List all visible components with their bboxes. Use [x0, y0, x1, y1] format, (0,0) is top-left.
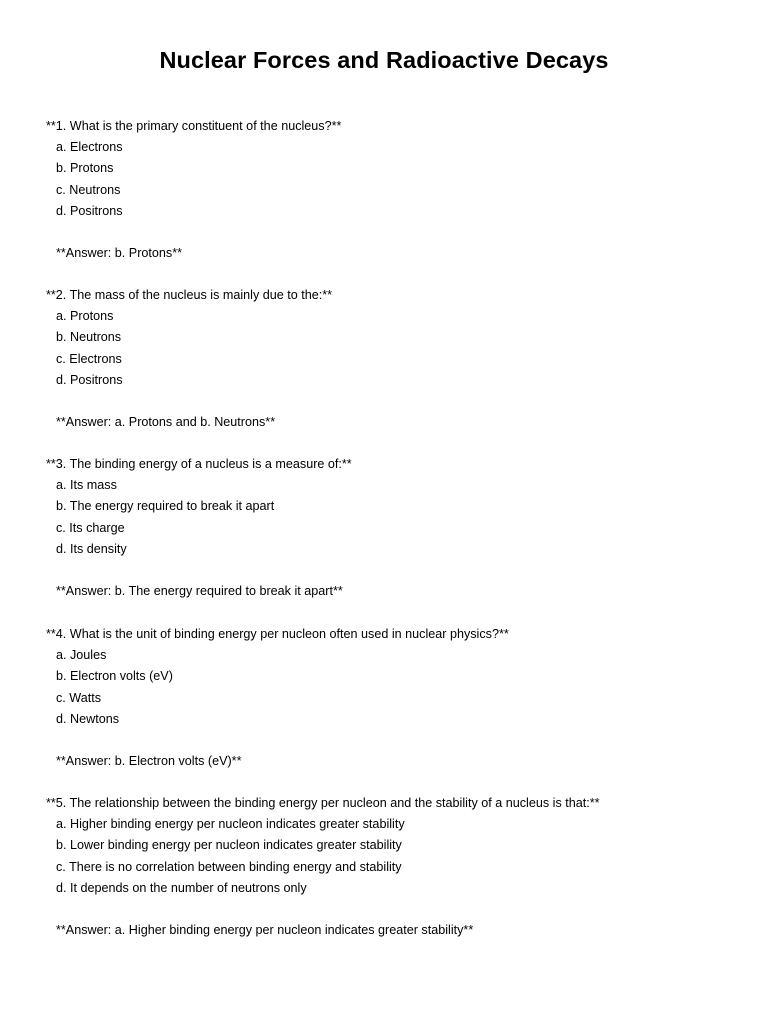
question-text: **5. The relationship between the binding energy per nucleon and the stability of a nucleus is that:** — [46, 796, 600, 810]
question-block-3 — [46, 454, 746, 602]
question-block-1 — [46, 116, 746, 264]
option-b: b. Neutrons — [56, 330, 122, 345]
option-b: b. Electron volts (eV) — [56, 669, 173, 684]
option-b: b. The energy required to break it apart — [56, 499, 275, 514]
question-text: **4. What is the unit of binding energy per nucleon often used in nuclear physics?** — [46, 627, 509, 641]
option-c: c. Watts — [56, 690, 102, 705]
option-a: a. Electrons — [56, 140, 123, 155]
option-a: a. Joules — [56, 648, 107, 663]
option-d: d. Its density — [56, 541, 127, 556]
option-list — [46, 137, 746, 222]
option-c: c. Electrons — [56, 351, 122, 366]
answer-text: **Answer: b. Protons** — [56, 246, 182, 261]
question-text: **3. The binding energy of a nucleus is a measure of:** — [46, 457, 352, 471]
option-d: d. Newtons — [56, 711, 119, 726]
option-list — [46, 475, 746, 560]
question-text: **1. What is the primary constituent of the nucleus?** — [46, 119, 342, 133]
option-a: a. Protons — [56, 309, 114, 324]
answer-text: **Answer: b. Electron volts (eV)** — [56, 754, 242, 769]
question-block-2 — [46, 285, 746, 433]
option-c: c. Neutrons — [56, 182, 121, 197]
option-c: c. There is no correlation between binding energy and stability — [56, 859, 402, 874]
question-text: **2. The mass of the nucleus is mainly due to the:** — [46, 288, 333, 302]
page-title: Nuclear Forces and Radioactive Decays — [159, 47, 609, 73]
option-b: b. Protons — [56, 161, 114, 176]
option-d: d. Positrons — [56, 203, 123, 218]
option-b: b. Lower binding energy per nucleon indicates greater stability — [56, 838, 402, 853]
answer-text: **Answer: a. Protons and b. Neutrons** — [56, 415, 276, 430]
answer-text: **Answer: b. The energy required to break it apart** — [56, 584, 343, 599]
option-d: d. Positrons — [56, 372, 123, 387]
option-list — [46, 645, 746, 730]
option-list — [46, 306, 746, 391]
question-block-4 — [46, 624, 746, 772]
option-list — [46, 814, 746, 899]
option-a: a. Its mass — [56, 478, 117, 493]
option-c: c. Its charge — [56, 520, 125, 535]
option-a: a. Higher binding energy per nucleon indicates greater stability — [56, 817, 405, 832]
answer-text: **Answer: a. Higher binding energy per nucleon indicates greater stability** — [56, 923, 474, 938]
question-block-5 — [46, 793, 746, 941]
option-d: d. It depends on the number of neutrons only — [56, 880, 307, 895]
